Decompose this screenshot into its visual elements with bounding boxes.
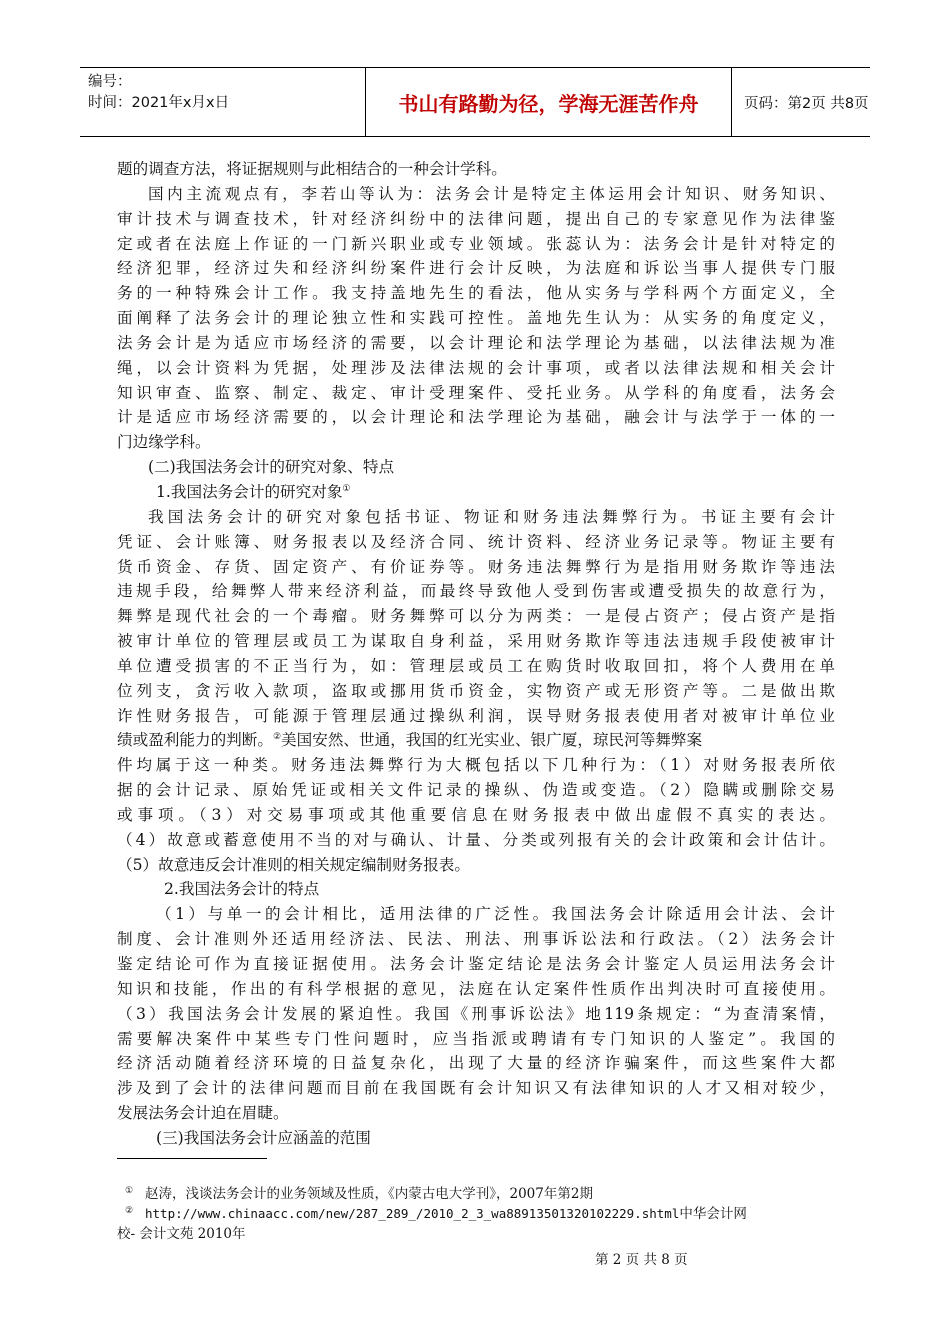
footnote-text: 赵涛，浅谈法务会计的业务领域及性质，《内蒙古电大学刊》，2007年第2期 — [145, 1186, 593, 1202]
text-line: 单位遭受损害的不正当行为，如：管理层或员工在购货时收取回扣，将个人费用在单 — [117, 656, 835, 675]
text-line: 我国法务会计的研究对象包括书证、物证和财务违法舞弊行为。书证主要有会计 — [148, 507, 835, 526]
page-footer-number: 第 2 页 共 8 页 — [595, 1252, 688, 1268]
text-line: 题的调查方法，将证据规则与此相结合的一种会计学科。 — [117, 160, 507, 178]
text-line: 面阐释了法务会计的理论独立性和实践可控性。盖地先生认为：从实务的角度定义， — [117, 309, 835, 328]
text-line: 绳，以会计资料为凭据，处理涉及法律法规的会计事项，或者以法律法规和相关会计 — [117, 358, 835, 377]
text-line: 违规手段，给舞弊人带来经济利益，而最终导致他人受到伤害或遭受损失的故意行为， — [117, 582, 835, 601]
header-motto: 书山有路勤为径，学海无涯苦作舟 — [365, 68, 732, 136]
text-line: 法务会计是为适应市场经济的需要，以会计理论和法学理论为基础，以法律法规为准 — [117, 333, 835, 352]
text-line: 计是适应市场经济需要的，以会计理论和法学理论为基础，融会计与法学于一体的一 — [117, 408, 835, 427]
text-line: 诈性财务报告，可能源于管理层通过操纵利润，误导财务报表使用者对被审计单位业 — [117, 706, 835, 725]
text-line: 涉及到了会计的法律问题而目前在我国既有会计知识又有法律知识的人才又相对较少， — [117, 1079, 835, 1098]
subsection-heading: 1.我国法务会计的研究对象① — [156, 482, 351, 501]
header-page-info: 页码：第2页 共8页 — [744, 96, 869, 112]
text-line: 定或者在法庭上作证的一门新兴职业或专业领域。张蕊认为：法务会计是针对特定的 — [117, 234, 835, 253]
footnote-text: 中华会计网 — [679, 1206, 747, 1222]
text-line: 或事项。（3）对交易事项或其他重要信息在财务报表中做出虚假不真实的表达。 — [117, 805, 835, 824]
text-line: 位列支，贪污收入款项，盗取或挪用货币资金，实物资产或无形资产等。二是做出欺 — [117, 681, 835, 700]
header-left — [88, 72, 229, 114]
text-line: 被审计单位的管理层或员工为谋取自身利益，采用财务欺诈等违法违规手段使被审计 — [117, 632, 835, 651]
text-line: 发展法务会计迫在眉睫。 — [117, 1104, 289, 1123]
text-line: 货币资金、存货、固定资产、有价证券等。财务违法舞弊行为是指用财务欺诈等违法 — [117, 557, 835, 576]
text-line: 门边缘学科。 — [117, 433, 211, 452]
section-heading: (二)我国法务会计的研究对象、特点 — [148, 458, 395, 477]
text-line: 知识审查、监察、制定、裁定、审计受理案件、受托业务。从学科的角度看，法务会 — [117, 383, 835, 402]
text-line: （5）故意违反会计准则的相关规定编制财务报表。 — [117, 855, 470, 874]
text-line: 经济活动随着经济环境的日益复杂化，出现了大量的经济诈骗案件，而这些案件大都 — [117, 1054, 835, 1073]
text-line: 绩或盈利能力的判断。②美国安然、世通，我国的红光实业、银广厦，琼民河等舞弊案 — [117, 731, 703, 750]
footnote-1: ① 赵涛，浅谈法务会计的业务领域及性质，《内蒙古电大学刊》，2007年第2期 — [125, 1185, 593, 1202]
document-date-label: 时间：2021年x月x日 — [88, 95, 230, 111]
text-line: 据的会计记录、原始凭证或相关文件记录的操纵、伪造或变造。（2）隐瞒或删除交易 — [117, 781, 835, 800]
section-heading: (三)我国法务会计应涵盖的范围 — [156, 1128, 371, 1147]
footnote-separator — [117, 1158, 267, 1159]
text-line: 审计技术与调查技术，针对经济纠纷中的法律问题，提出自己的专家意见作为法律鉴 — [117, 209, 835, 228]
text-line: 知识和技能，作出的有科学根据的意见，法庭在认定案件性质作出判决时可直接使用。 — [117, 979, 835, 998]
text-line: 凭证、会计账簿、财务报表以及经济合同、统计资料、经济业务记录等。物证主要有 — [117, 532, 835, 551]
text-line: 务的一种特殊会计工作。我支持盖地先生的看法，他从实务与学科两个方面定义，全 — [117, 284, 835, 303]
footnotes — [117, 1184, 835, 1244]
text-line: 舞弊是现代社会的一个毒瘤。财务舞弊可以分为两类：一是侵占资产；侵占资产是指 — [117, 607, 835, 626]
footnote-url[interactable]: http://www.chinaacc.com/new/287_289_/2010_2_3_wa88913501320102229.shtml — [145, 1206, 680, 1221]
footnote-2-continuation: 校- 会计文苑 2010年 — [117, 1226, 246, 1242]
text-line: （4）故意或蓄意使用不当的对与确认、计量、分类或列报有关的会计政策和会计估计。 — [117, 830, 835, 849]
document-number-label: 编号： — [88, 74, 132, 90]
footnote-ref-2: ② — [272, 732, 282, 743]
text-line: 件均属于这一种类。财务违法舞弊行为大概包括以下几种行为：（1）对财务报表所依 — [117, 756, 835, 775]
body-text — [117, 157, 835, 1151]
page-header — [80, 67, 870, 137]
footnote-ref-1: ① — [342, 483, 351, 494]
text-line: 鉴定结论可作为直接证据使用。法务会计鉴定结论是法务会计鉴定人员运用法务会计 — [117, 955, 835, 973]
subsection-heading: 2.我国法务会计的特点 — [164, 880, 320, 899]
text-line: 经济犯罪，经济过失和经济纠纷案件进行会计反映，为法庭和诉讼当事人提供专门服 — [117, 259, 835, 278]
text-line: 制度、会计准则外还适用经济法、民法、刑法、刑事诉讼法和行政法。（2）法务会计 — [117, 930, 835, 949]
text-line: （3）我国法务会计发展的紧迫性。我国《刑事诉讼法》地119条规定：“为查清案情， — [117, 1004, 835, 1023]
text-line: （1）与单一的会计相比，适用法律的广泛性。我国法务会计除适用会计法、会计 — [156, 905, 835, 924]
text-line: 需要解决案件中某些专门性问题时，应当指派或聘请有专门知识的人鉴定”。我国的 — [117, 1029, 835, 1048]
footnote-2: ② http://www.chinaacc.com/new/287_289_/2010_2_3_wa88913501320102229.shtml中华会计网 — [125, 1205, 747, 1222]
text-line: 国内主流观点有，李若山等认为：法务会计是特定主体运用会计知识、财务知识、 — [148, 184, 835, 203]
